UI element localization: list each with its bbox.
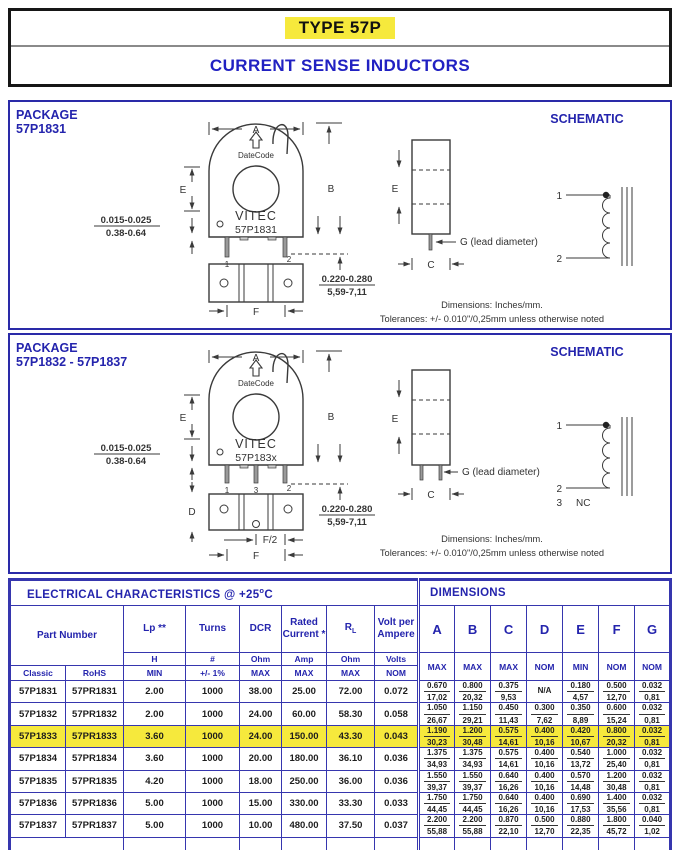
cell-lp: 5.00 xyxy=(124,815,186,837)
dim-f-label: F xyxy=(252,307,260,318)
cell-dim-b: 2.200 55,88 xyxy=(455,815,491,837)
empty-partial-row xyxy=(10,837,671,850)
empty-cell xyxy=(635,837,671,850)
cell-rated: 180.00 xyxy=(282,748,327,770)
rohs-header: RoHS xyxy=(66,666,124,681)
cell-dim-c: 0.375 9,53 xyxy=(491,681,527,703)
tolerances-note: Tolerances: +/- 0.010"/0,25mm unless otherwise noted xyxy=(379,548,605,558)
pin1-label: 1 xyxy=(224,486,230,495)
brand-marking: VITEC xyxy=(235,437,277,451)
dim-b-label: B xyxy=(327,412,335,423)
type-title-row xyxy=(11,11,669,47)
standoff-inches: 0.015-0.025 xyxy=(100,215,152,226)
cell-classic: 57P1832 xyxy=(10,703,66,725)
dim-f2-label: F/2 xyxy=(262,535,278,546)
leadlen-mm: 5,59-7,11 xyxy=(327,287,367,298)
cell-dim-e: 0.350 8,89 xyxy=(563,703,599,725)
empty-cell xyxy=(455,837,491,850)
characteristics-table-panel xyxy=(8,578,672,850)
table-row-57p1832 xyxy=(10,703,671,725)
cell-lp: 2.00 xyxy=(124,681,186,703)
cell-dim-d: 0.400 10,16 xyxy=(527,792,563,814)
cell-dim-a: 1.050 26,67 xyxy=(419,703,455,725)
leadlen-inches: 0.220-0.280 xyxy=(321,274,373,285)
standoff-mm: 0.38-0.64 xyxy=(105,228,147,239)
cell-dim-a: 1.550 39,37 xyxy=(419,770,455,792)
cell-dim-g: 0.032 0,81 xyxy=(635,748,671,770)
part-marking: 57P1831 xyxy=(234,224,278,236)
cell-lp: 3.60 xyxy=(124,748,186,770)
front-view xyxy=(209,124,303,269)
schematic-pin3: 3 xyxy=(556,498,562,509)
datecode-label: DateCode xyxy=(237,379,275,388)
dim-g-header: G xyxy=(635,606,671,653)
column-header-row xyxy=(10,606,671,653)
lp-unit: H xyxy=(124,653,186,666)
cell-rl: 37.50 xyxy=(327,815,375,837)
dim-a-label: A xyxy=(252,125,260,136)
pin2-label: 2 xyxy=(286,255,292,264)
cell-dim-f: 1.200 30,48 xyxy=(599,770,635,792)
cell-dim-f: 1.800 45,72 xyxy=(599,815,635,837)
classic-header: Classic xyxy=(10,666,66,681)
datecode-label: DateCode xyxy=(237,151,275,160)
package-heading: PACKAGE xyxy=(16,108,78,122)
cell-turns: 1000 xyxy=(186,748,240,770)
dim-d-qualifier: NOM xyxy=(527,653,563,681)
package-part-heading: 57P1831 xyxy=(16,122,67,136)
cell-dim-e: 0.420 10,67 xyxy=(563,725,599,747)
dim-c-header: C xyxy=(491,606,527,653)
empty-cell xyxy=(527,837,563,850)
tolerances-note: Tolerances: +/- 0.010"/0,25mm unless otherwise noted xyxy=(379,314,605,324)
pin3-label: 3 xyxy=(253,486,259,495)
package1-drawing xyxy=(10,102,670,328)
cell-dcr: 15.00 xyxy=(240,792,282,814)
dcr-qualifier: MAX xyxy=(240,666,282,681)
page-subtitle: CURRENT SENSE INDUCTORS xyxy=(209,55,471,75)
dcr-header: DCR xyxy=(240,606,282,653)
cell-rohs: 57PR1837 xyxy=(66,815,124,837)
cell-rohs: 57PR1834 xyxy=(66,748,124,770)
pin1-label: 1 xyxy=(224,260,230,269)
cell-dim-c: 0.640 16,26 xyxy=(491,770,527,792)
cell-vpa: 0.033 xyxy=(375,792,419,814)
cell-vpa: 0.058 xyxy=(375,703,419,725)
table-row-57p1837 xyxy=(10,815,671,837)
dim-b-header: B xyxy=(455,606,491,653)
cell-classic: 57P1834 xyxy=(10,748,66,770)
leadlen-inches: 0.220-0.280 xyxy=(321,504,373,515)
cell-dim-e: 0.690 17,53 xyxy=(563,792,599,814)
volt-per-ampere-qualifier: NOM xyxy=(375,666,419,681)
dim-g-qualifier: NOM xyxy=(635,653,671,681)
leadlen-mm: 5,59-7,11 xyxy=(327,517,367,528)
cell-dim-c: 0.575 14,61 xyxy=(491,725,527,747)
inductor-schematic xyxy=(556,417,632,509)
cell-rohs: 57PR1835 xyxy=(66,770,124,792)
side-view xyxy=(392,140,538,271)
rated-current-unit: Amp xyxy=(282,653,327,666)
dimensions-note: Dimensions: Inches/mm. xyxy=(441,300,543,310)
cell-dim-c: 0.450 11,43 xyxy=(491,703,527,725)
rated-current-qualifier: MAX xyxy=(282,666,327,681)
cell-rohs: 57PR1831 xyxy=(66,681,124,703)
cell-dim-f: 0.600 15,24 xyxy=(599,703,635,725)
front-view xyxy=(209,352,303,495)
cell-rated: 480.00 xyxy=(282,815,327,837)
cell-dim-e: 0.540 13,72 xyxy=(563,748,599,770)
dim-f-qualifier: NOM xyxy=(599,653,635,681)
cell-dim-g: 0.032 0,81 xyxy=(635,681,671,703)
cell-dcr: 38.00 xyxy=(240,681,282,703)
cell-dim-g: 0.032 0,81 xyxy=(635,703,671,725)
turns-header: Turns xyxy=(186,606,240,653)
cell-vpa: 0.036 xyxy=(375,770,419,792)
cell-lp: 2.00 xyxy=(124,703,186,725)
dim-d-header: D xyxy=(527,606,563,653)
cell-dim-d: 0.300 7,62 xyxy=(527,703,563,725)
schematic-pin2: 2 xyxy=(556,484,562,495)
volt-per-ampere-header: Volt per Ampere xyxy=(375,606,419,653)
cell-turns: 1000 xyxy=(186,815,240,837)
cell-dim-f: 0.500 12,70 xyxy=(599,681,635,703)
cell-dcr: 20.00 xyxy=(240,748,282,770)
schematic-nc-label: NC xyxy=(576,498,591,509)
electrical-section-title: ELECTRICAL CHARACTERISTICS @ $+25^oC$ xyxy=(10,580,419,606)
table-row-57p1831 xyxy=(10,681,671,703)
cell-vpa: 0.037 xyxy=(375,815,419,837)
lead-diameter-label: G (lead diameter) xyxy=(460,237,538,248)
empty-cell xyxy=(186,837,240,850)
standoff-inches: 0.015-0.025 xyxy=(100,443,152,454)
cell-dim-e: 0.180 4,57 xyxy=(563,681,599,703)
cell-rohs: 57PR1832 xyxy=(66,703,124,725)
cell-vpa: 0.043 xyxy=(375,725,419,747)
dim-c-label: C xyxy=(427,260,435,271)
characteristics-table xyxy=(8,578,672,850)
dim-e-qualifier: MIN xyxy=(563,653,599,681)
empty-cell xyxy=(491,837,527,850)
cell-dim-d: N/A xyxy=(527,681,563,703)
lp-qualifier: MIN xyxy=(124,666,186,681)
cell-dim-a: 1.190 30,23 xyxy=(419,725,455,747)
dim-e-header: E xyxy=(563,606,599,653)
cell-dim-a: 1.750 44,45 xyxy=(419,792,455,814)
rl-qualifier: MAX xyxy=(327,666,375,681)
empty-cell xyxy=(375,837,419,850)
bottom-view xyxy=(209,264,303,318)
cell-rated: 250.00 xyxy=(282,770,327,792)
dcr-unit: Ohm xyxy=(240,653,282,666)
cell-dim-g: 0.040 1,02 xyxy=(635,815,671,837)
dim-c-label: C xyxy=(427,490,435,501)
cell-dim-b: 1.150 29,21 xyxy=(455,703,491,725)
cell-rl: 36.10 xyxy=(327,748,375,770)
empty-cell xyxy=(10,837,124,850)
schematic-pin1: 1 xyxy=(556,421,562,432)
cell-dim-f: 0.800 20,32 xyxy=(599,725,635,747)
rl-unit: Ohm xyxy=(327,653,375,666)
cell-lp: 4.20 xyxy=(124,770,186,792)
dim-e-side-label: E xyxy=(391,184,399,195)
cell-turns: 1000 xyxy=(186,792,240,814)
cell-dcr: 24.00 xyxy=(240,725,282,747)
lp-header: Lp ** xyxy=(124,606,186,653)
dimensions-section-title: DIMENSIONS xyxy=(419,580,671,606)
cell-dcr: 18.00 xyxy=(240,770,282,792)
cell-dim-a: 0.670 17,02 xyxy=(419,681,455,703)
package-part-heading: 57P1832 - 57P1837 xyxy=(16,355,128,369)
table-row-57p1834 xyxy=(10,748,671,770)
page-title: TYPE 57P xyxy=(285,17,396,39)
empty-cell xyxy=(563,837,599,850)
cell-dim-f: 1.000 25,40 xyxy=(599,748,635,770)
package2-drawing xyxy=(10,335,670,572)
cell-classic: 57P1837 xyxy=(10,815,66,837)
cell-dim-b: 0.800 20,32 xyxy=(455,681,491,703)
cell-dcr: 24.00 xyxy=(240,703,282,725)
empty-cell xyxy=(419,837,455,850)
cell-dim-b: 1.750 44,45 xyxy=(455,792,491,814)
cell-turns: 1000 xyxy=(186,725,240,747)
dim-a-label: A xyxy=(252,353,260,364)
cell-dim-b: 1.200 30,48 xyxy=(455,725,491,747)
cell-dim-b: 1.375 34,93 xyxy=(455,748,491,770)
cell-rl: 36.00 xyxy=(327,770,375,792)
cell-classic: 57P1835 xyxy=(10,770,66,792)
package-57p1831-panel xyxy=(8,100,672,330)
cell-dim-g: 0.032 0,81 xyxy=(635,792,671,814)
dimensions-note: Dimensions: Inches/mm. xyxy=(441,534,543,544)
schematic-pin2: 2 xyxy=(556,254,562,265)
side-view xyxy=(392,370,540,501)
cell-dim-a: 2.200 55,88 xyxy=(419,815,455,837)
cell-turns: 1000 xyxy=(186,770,240,792)
cell-classic: 57P1836 xyxy=(10,792,66,814)
package-57p1832-57p1837-panel xyxy=(8,333,672,574)
cell-turns: 1000 xyxy=(186,681,240,703)
empty-cell xyxy=(124,837,186,850)
dim-b-qualifier: MAX xyxy=(455,653,491,681)
empty-cell xyxy=(282,837,327,850)
cell-dim-e: 0.570 14,48 xyxy=(563,770,599,792)
brand-marking: VITEC xyxy=(235,209,277,223)
cell-dim-b: 1.550 39,37 xyxy=(455,770,491,792)
cell-dim-c: 0.640 16,26 xyxy=(491,792,527,814)
dim-a-header: A xyxy=(419,606,455,653)
volt-per-ampere-unit: Volts xyxy=(375,653,419,666)
cell-classic: 57P1831 xyxy=(10,681,66,703)
cell-dcr: 10.00 xyxy=(240,815,282,837)
cell-dim-e: 0.880 22,35 xyxy=(563,815,599,837)
cell-dim-d: 0.500 12,70 xyxy=(527,815,563,837)
cell-vpa: 0.072 xyxy=(375,681,419,703)
cell-dim-d: 0.400 10,16 xyxy=(527,748,563,770)
cell-classic: 57P1833 xyxy=(10,725,66,747)
dim-e-front-label: E xyxy=(179,185,187,196)
part-marking: 57P183x xyxy=(235,452,277,464)
rl-header: $R_L$ xyxy=(327,606,375,653)
dim-b-label: B xyxy=(327,184,335,195)
cell-lp: 5.00 xyxy=(124,792,186,814)
dim-a-qualifier: MAX xyxy=(419,653,455,681)
cell-rl: 43.30 xyxy=(327,725,375,747)
schematic-heading: SCHEMATIC xyxy=(550,345,624,359)
dim-e-side-label: E xyxy=(391,414,399,425)
package-heading: PACKAGE xyxy=(16,341,78,355)
schematic-heading: SCHEMATIC xyxy=(550,112,624,126)
cell-turns: 1000 xyxy=(186,703,240,725)
cell-dim-f: 1.400 35,56 xyxy=(599,792,635,814)
dim-f-label: F xyxy=(252,551,260,562)
standoff-mm: 0.38-0.64 xyxy=(105,456,147,467)
cell-rohs: 57PR1836 xyxy=(66,792,124,814)
cell-dim-c: 0.870 22,10 xyxy=(491,815,527,837)
cell-dim-a: 1.375 34,93 xyxy=(419,748,455,770)
cell-vpa: 0.036 xyxy=(375,748,419,770)
turns-unit: # xyxy=(186,653,240,666)
cell-rl: 33.30 xyxy=(327,792,375,814)
inductor-schematic xyxy=(556,187,632,266)
cell-rated: 330.00 xyxy=(282,792,327,814)
cell-dim-d: 0.400 10,16 xyxy=(527,725,563,747)
cell-rated: 60.00 xyxy=(282,703,327,725)
section-header-row xyxy=(10,580,671,606)
bottom-view xyxy=(188,482,303,562)
cell-rohs: 57PR1833 xyxy=(66,725,124,747)
cell-rl: 58.30 xyxy=(327,703,375,725)
cell-dim-d: 0.400 10,16 xyxy=(527,770,563,792)
cell-dim-g: 0.032 0,81 xyxy=(635,770,671,792)
table-row-57p1835 xyxy=(10,770,671,792)
cell-dim-c: 0.575 14,61 xyxy=(491,748,527,770)
dim-e-front-label: E xyxy=(179,413,187,424)
title-banner xyxy=(8,8,672,87)
turns-qualifier: +/- 1% xyxy=(186,666,240,681)
empty-cell xyxy=(240,837,282,850)
lead-diameter-label: G (lead diameter) xyxy=(462,467,540,478)
cell-rated: 150.00 xyxy=(282,725,327,747)
schematic-pin1: 1 xyxy=(556,191,562,202)
cell-lp: 3.60 xyxy=(124,725,186,747)
table-row-57p1833-highlighted xyxy=(10,725,671,747)
table-row-57p1836 xyxy=(10,792,671,814)
dim-c-qualifier: MAX xyxy=(491,653,527,681)
cell-rated: 25.00 xyxy=(282,681,327,703)
cell-rl: 72.00 xyxy=(327,681,375,703)
empty-cell xyxy=(327,837,375,850)
cell-dim-g: 0.032 0,81 xyxy=(635,725,671,747)
rated-current-header: Rated Current * xyxy=(282,606,327,653)
part-number-header: Part Number xyxy=(10,606,124,666)
dim-d-label: D xyxy=(188,507,196,518)
pin2-label: 2 xyxy=(286,484,292,493)
dim-f-header: F xyxy=(599,606,635,653)
empty-cell xyxy=(599,837,635,850)
